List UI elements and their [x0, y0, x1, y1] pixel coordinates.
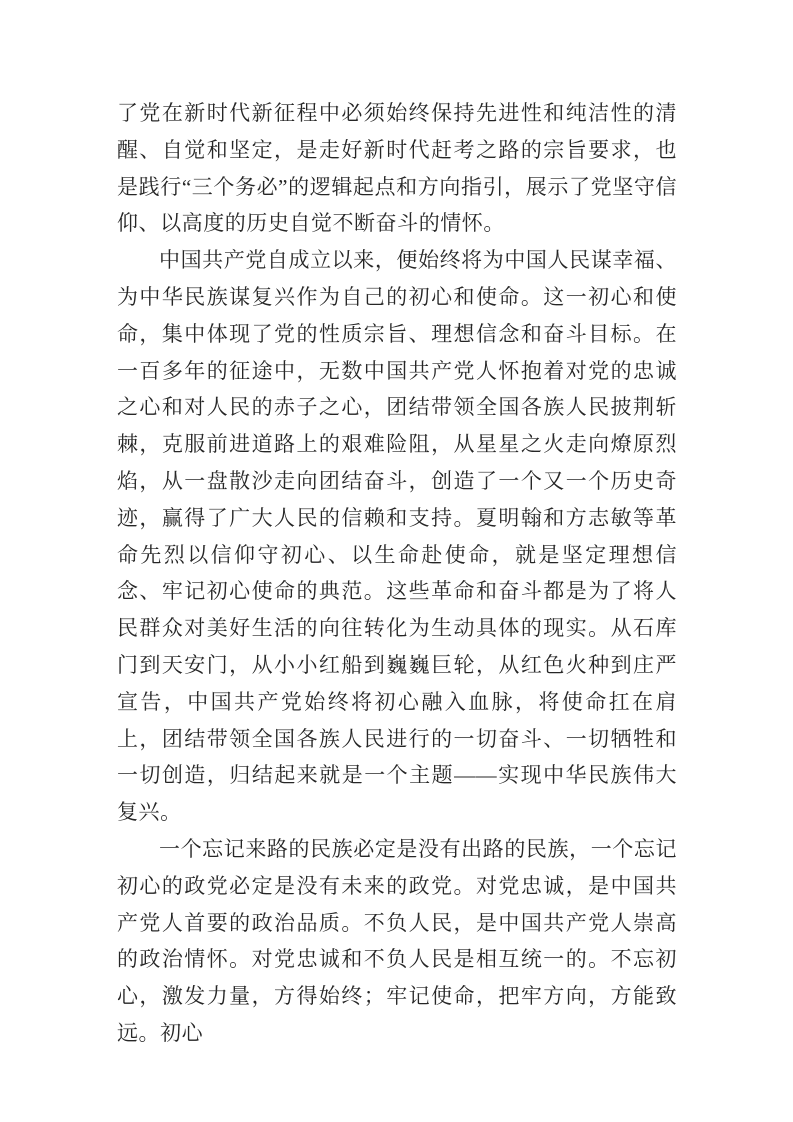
paragraph-never-forget: 一个忘记来路的民族必定是没有出路的民族，一个忘记初心的政党必定是没有未来的政党。对党忠诚，是中国共产党人首要的政治品质。不负人民，是中国共产党人崇高的政治情怀。对党忠诚和不负人民是相互统一的。不忘初心，激发力量，方得始终；牢记使命，把牢方向，方能致远。初心 [117, 836, 677, 1045]
paragraph-party-founding: 中国共产党自成立以来，便始终将为中国人民谋幸福、为中华民族谋复兴作为自己的初心和使命。这一初心和使命，集中体现了党的性质宗旨、理想信念和奋斗目标。在一百多年的征途中，无数中国共产党人怀抱着对党的忠诚之心和对人民的赤子之心，团结带领全国各族人民披荆斩棘，克服前进道路上的艰难险阻，从星星之火走向燎原烈焰，从一盘散沙走向团结奋斗，创造了一个又一个历史奇迹，赢得了广大人民的信赖和支持。夏明翰和方志敏等革命先烈以信仰守初心、以生命赴使命，就是坚定理想信念、牢记初心使命的典范。这些革命和奋斗都是为了将人民群众对美好生活的向往转化为生动具体的现实。从石库门到天安门，从小小红船到巍巍巨轮，从红色火种到庄严宣告，中国共产党始终将初心融入血脉，将使命扛在肩上，团结带领全国各族人民进行的一切奋斗、一切牺牲和一切创造，归结起来就是一个主题——实现中华民族伟大复兴。 [117, 248, 677, 825]
paragraph-continuation: 了党在新时代新征程中必须始终保持先进性和纯洁性的清醒、自觉和坚定，是走好新时代赶考之路的宗旨要求，也是践行“三个务必”的逻辑起点和方向指引，展示了党坚守信仰、以高度的历史自觉不断奋斗的情怀。 [117, 101, 677, 236]
document-text-block [117, 95, 677, 1052]
